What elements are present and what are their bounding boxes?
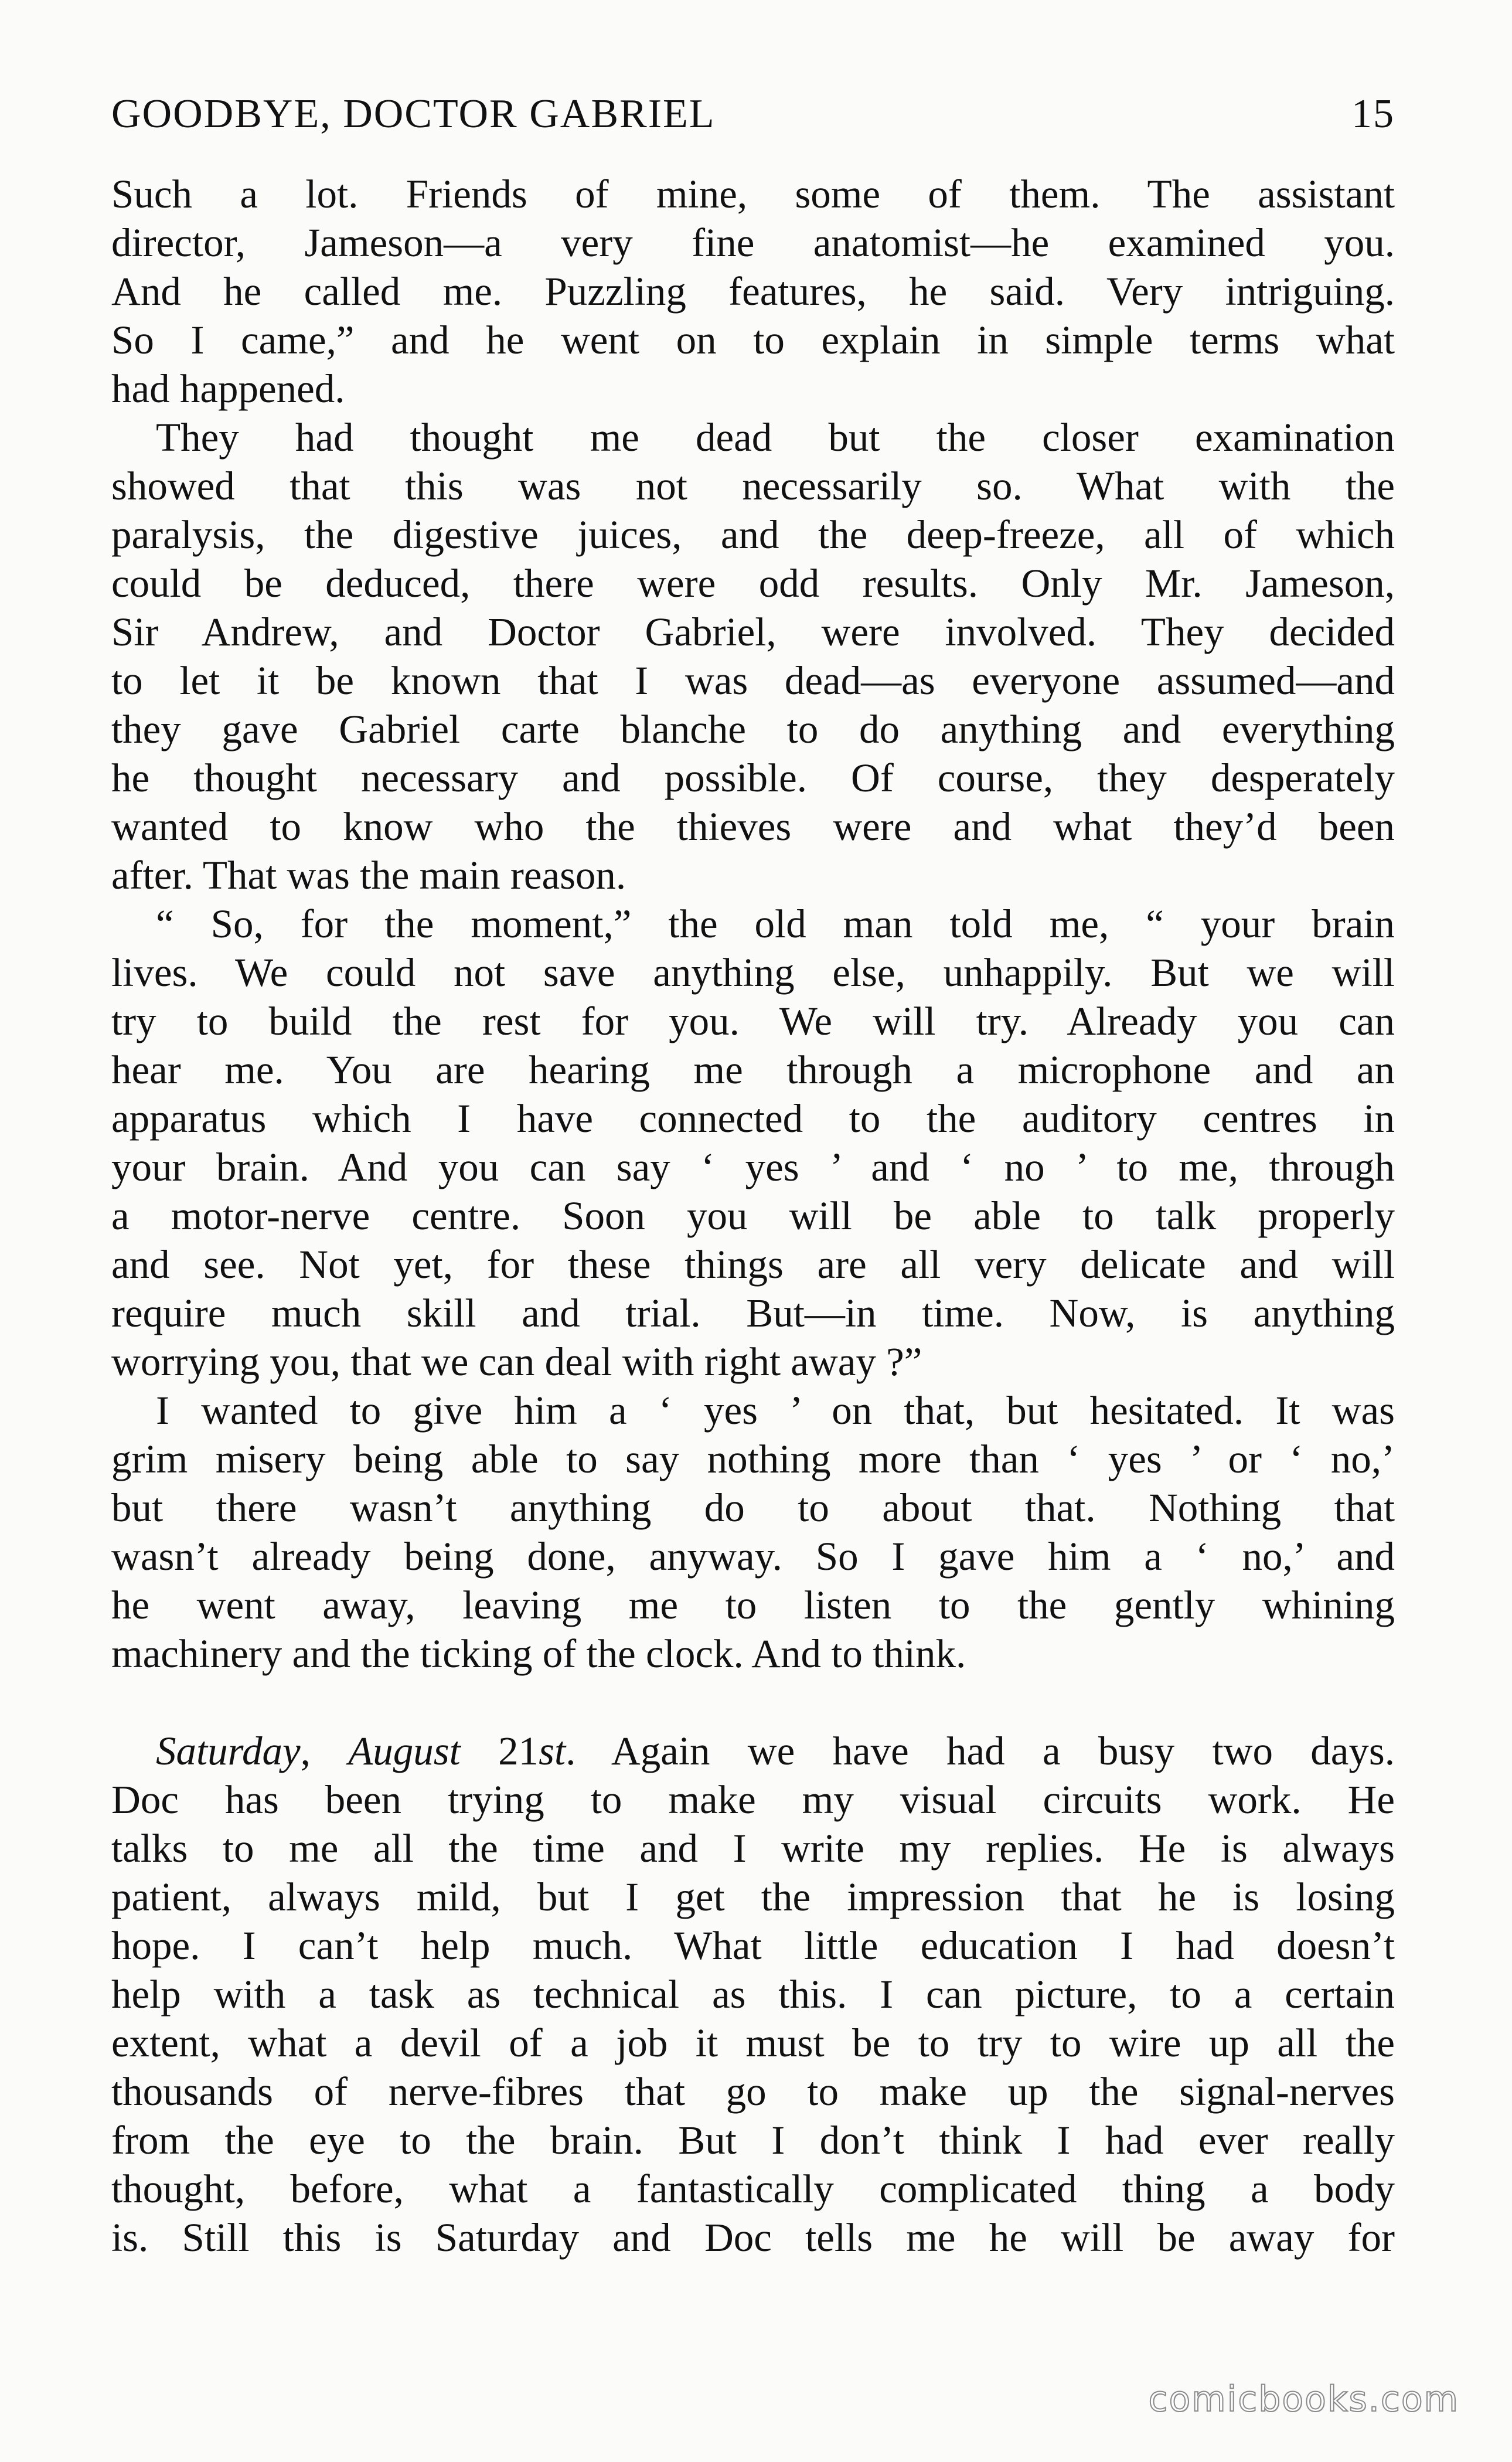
text-line: he went away, leaving me to listen to the gently whining — [111, 1583, 1395, 1627]
text-line: director, Jameson—a very fine anatomist—he examined you. — [111, 220, 1395, 265]
running-head — [111, 91, 1395, 137]
text-line: So I came,” and he went on to explain in simple terms what — [111, 318, 1395, 362]
text-line: wanted to know who the thieves were and what they’d been — [111, 804, 1395, 849]
site-watermark: comicbooks.com — [1148, 2379, 1459, 2420]
text-line: try to build the rest for you. We will try. Already you can — [111, 999, 1395, 1043]
text-line: thousands of nerve-fibres that go to make up the signal-nerves — [111, 2069, 1395, 2114]
entry-date-after: . — [566, 1729, 576, 1773]
text-line: patient, always mild, but I get the impression that he is losing — [111, 1875, 1395, 1919]
text-line: and see. Not yet, for these things are all very delicate and will — [111, 1242, 1395, 1287]
text-line: hear me. You are hearing me through a microphone and an — [111, 1048, 1395, 1092]
text-line: machinery and the ticking of the clock. And to think. — [111, 1631, 966, 1676]
page-number: 15 — [1351, 91, 1395, 137]
entry-date-num: 21 — [460, 1729, 539, 1773]
text-line: had happened. — [111, 366, 345, 411]
entry-date-month: August — [348, 1729, 461, 1773]
body-text — [111, 170, 1395, 2262]
text-line: after. That was the main reason. — [111, 853, 626, 897]
paragraph-4 — [111, 1386, 1395, 1678]
text-line: help with a task as technical as this. I can picture, to a certain — [111, 1972, 1395, 2016]
text-line: a motor-nerve centre. Soon you will be able to talk properly — [111, 1193, 1395, 1238]
text-line: extent, what a devil of a job it must be to try to wire up all the — [111, 2021, 1395, 2065]
text-line: from the eye to the brain. But I don’t think I had ever really — [111, 2118, 1395, 2162]
text-line: lives. We could not save anything else, unhappily. But we will — [111, 950, 1395, 995]
text-line: showed that this was not necessarily so. What with the — [111, 464, 1395, 508]
book-page — [111, 91, 1395, 2262]
chapter-title: GOODBYE, DOCTOR GABRIEL — [111, 91, 716, 137]
text-line: Doc has been trying to make my visual circuits work. He — [111, 1777, 1395, 1822]
text-line: talks to me all the time and I write my replies. He is always — [111, 1826, 1395, 1871]
diary-entry — [111, 1727, 1395, 2262]
text-line: paralysis, the digestive juices, and the deep-freeze, all of which — [111, 512, 1395, 557]
paragraph-3 — [111, 900, 1395, 1386]
text-line: he thought necessary and possible. Of course, they desperately — [111, 756, 1395, 800]
text-line: apparatus which I have connected to the auditory centres in — [111, 1096, 1395, 1141]
text-line: your brain. And you can say ‘ yes ’ and ‘ no ’ to me, through — [111, 1145, 1395, 1189]
text-line: they gave Gabriel carte blanche to do anything and everything — [111, 707, 1395, 751]
paragraph-1 — [111, 170, 1395, 413]
text-line: “ So, for the moment,” the old man told me, “ your brain — [156, 902, 1395, 946]
text-line: Sir Andrew, and Doctor Gabriel, were involved. They decided — [111, 610, 1395, 654]
text-line: worrying you, that we can deal with right away ?” — [111, 1339, 922, 1384]
text-line: I wanted to give him a ‘ yes ’ on that, but hesitated. It was — [156, 1388, 1395, 1433]
text-line: could be deduced, there were odd results. Only Mr. Jameson, — [111, 561, 1395, 606]
entry-date-sep: , — [300, 1729, 349, 1773]
text-line: but there wasn’t anything do to about that. Nothing that — [111, 1485, 1395, 1530]
text-line: They had thought me dead but the closer examination — [156, 415, 1395, 460]
entry-date-day: Saturday — [156, 1729, 301, 1773]
text-line: to let it be known that I was dead—as everyone assumed—and — [111, 658, 1395, 703]
text-line: require much skill and trial. But—in time. Now, is anything — [111, 1291, 1395, 1335]
entry-date-suffix: st — [539, 1729, 566, 1773]
entry-first-line-text: Again we have had a busy two days. — [575, 1729, 1395, 1773]
text-line: thought, before, what a fantastically complicated thing a body — [111, 2167, 1395, 2211]
text-line: is. Still this is Saturday and Doc tells me he will be away for — [111, 2215, 1395, 2260]
text-line: Such a lot. Friends of mine, some of them. The assistant — [111, 172, 1395, 216]
paragraph-2 — [111, 413, 1395, 900]
text-line: grim misery being able to say nothing more than ‘ yes ’ or ‘ no,’ — [111, 1437, 1395, 1481]
text-line: hope. I can’t help much. What little education I had doesn’t — [111, 1923, 1395, 1968]
diary-entry-first-line — [111, 1727, 1395, 1776]
text-line: And he called me. Puzzling features, he said. Very intriguing. — [111, 269, 1395, 314]
text-line: wasn’t already being done, anyway. So I gave him a ‘ no,’ and — [111, 1534, 1395, 1579]
